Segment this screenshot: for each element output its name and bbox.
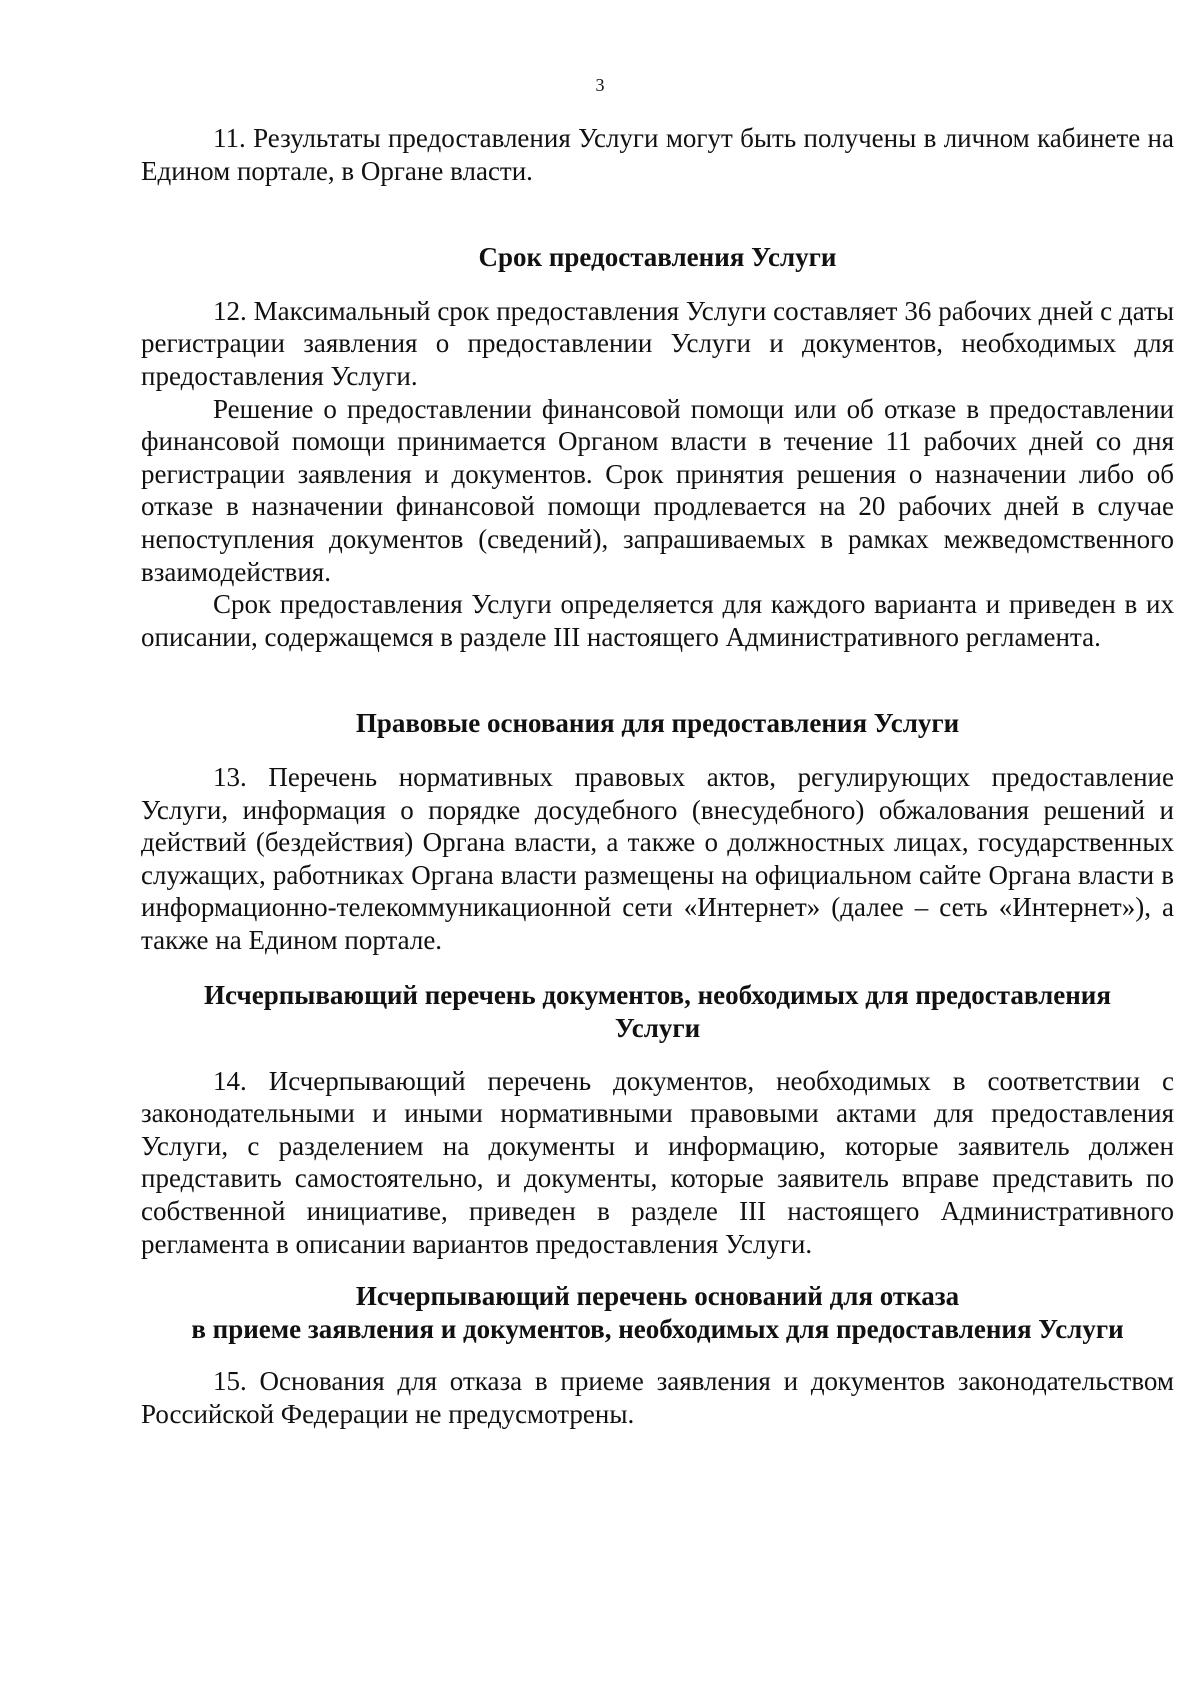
paragraph-12-decision: Решение о предоставлении финансовой помощи или об отказе в предоставлении финансовой помощи принимается Органом власти в течение 11 рабочих дней со дня регистрации заявления и документов. Срок принятия решения о назначении либо об отказе в назначении финансовой помощи продлевается на 20 рабочих дней в случае непоступления документов (сведений), запрашиваемых в рамках межведомственного взаимодействия. <box>141 393 1174 587</box>
heading-documents-list-line-2: Услуги <box>614 1013 701 1044</box>
paragraph-12: 12. Максимальный срок предоставления Услуги составляет 36 рабочих дней с даты регистрации заявления о предоставлении Услуги и документов, необходимых для предоставления Услуги. <box>141 295 1174 391</box>
document-body <box>141 122 1174 1431</box>
heading-service-term: Срок предоставления Услуги <box>478 242 837 273</box>
heading-legal-grounds: Правовые основания для предоставления Услуги <box>355 708 960 739</box>
heading-documents-list-line-1: Исчерпывающий перечень документов, необходимых для предоставления <box>204 980 1111 1011</box>
page-number: 3 <box>595 75 605 95</box>
heading-refusal-grounds-line-2: в приеме заявления и документов, необходимых для предоставления Услуги <box>191 1313 1124 1344</box>
paragraph-13: 13. Перечень нормативных правовых актов, регулирующих предоставление Услуги, информация о порядке досудебного (внесудебного) обжалования решений и действий (бездействия) Органа власти, а также о должностных лицах, государственных служащих, работниках Органа власти размещены на официальном сайте Органа власти в информационно-телекоммуникационной сети «Интернет» (далее – сеть «Интернет»), а также на Едином портале. <box>141 761 1174 955</box>
paragraph-15: 15. Основания для отказа в приеме заявления и документов законодательством Российской Федерации не предусмотрены. <box>141 1366 1174 1429</box>
heading-refusal-grounds <box>141 1280 1174 1345</box>
heading-documents-list <box>141 979 1174 1044</box>
paragraph-11: 11. Результаты предоставления Услуги могут быть получены в личном кабинете на Едином портале, в Органе власти. <box>141 123 1174 186</box>
paragraph-12-term-variants: Срок предоставления Услуги определяется для каждого варианта и приведен в их описании, содержащемся в разделе III настоящего Административного регламента. <box>141 589 1174 652</box>
paragraph-14: 14. Исчерпывающий перечень документов, необходимых в соответствии с законодательными и иными нормативными правовыми актами для предоставления Услуги, с разделением на документы и информацию, которые заявитель должен представить самостоятельно, и документы, которые заявитель вправе представить по собственной инициативе, приведен в разделе III настоящего Административного регламента в описании вариантов предоставления Услуги. <box>141 1065 1174 1259</box>
heading-refusal-grounds-line-1: Исчерпывающий перечень оснований для отказа <box>355 1281 960 1312</box>
